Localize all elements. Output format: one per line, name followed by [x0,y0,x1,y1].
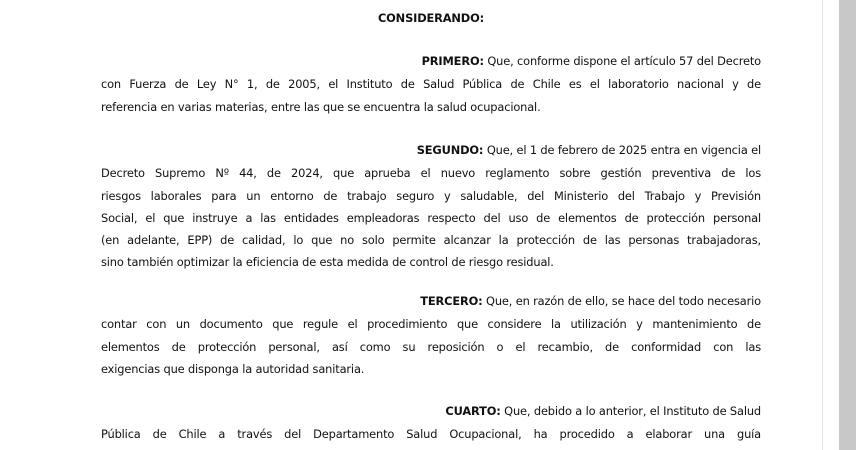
paragraph-primero-first-line: PRIMERO: Que, conforme dispone el artículo 57 del Decreto [421,54,761,68]
paragraph-line: (en adelante, EPP) de calidad, lo que no solo permite alcanzar la protección de las personas trabajadoras, [101,233,761,247]
paragraph-line: riesgos laborales para un entorno de trabajo seguro y saludable, del Ministerio del Trabajo y Previsión [101,189,761,203]
paragraph-line: elementos de protección personal, así como su reposición o el recambio, de conformidad con las [101,340,761,354]
section-heading: CONSIDERANDO: [377,11,485,25]
scrollbar-thumb[interactable] [839,0,856,450]
paragraph-line: sino también optimizar la eficiencia de esta medida de control de riesgo residual. [101,255,554,269]
paragraph-cuarto-first-line: CUARTO: Que, debido a lo anterior, el Instituto de Salud [445,404,761,418]
paragraph-line: contar con un documento que regule el procedimiento que considere la utilización y mantenimiento de [101,317,761,331]
paragraph-line: Pública de Chile a través del Departamento Salud Ocupacional, ha procedido a elaborar una guía [101,427,761,441]
paragraph-line: exigencias que disponga la autoridad sanitaria. [101,362,365,376]
paragraph-tercero-first-line: TERCERO: Que, en razón de ello, se hace del todo necesario [420,294,761,308]
paragraph-line: Decreto Supremo Nº 44, de 2024, que aprueba el nuevo reglamento sobre gestión preventiva de los [101,166,761,180]
vertical-scrollbar[interactable] [820,0,860,450]
paragraph-line: con Fuerza de Ley N° 1, de 2005, el Instituto de Salud Pública de Chile es el laboratorio nacional y de [101,77,761,91]
paragraph-segundo-first-line: SEGUNDO: Que, el 1 de febrero de 2025 entra en vigencia el [416,143,761,157]
paragraph-line: referencia en varias materias, entre las que se encuentra la salud ocupacional. [101,100,541,114]
paragraph-line: Social, el que instruye a las entidades empleadoras respecto del uso de elementos de protección personal [101,211,761,225]
